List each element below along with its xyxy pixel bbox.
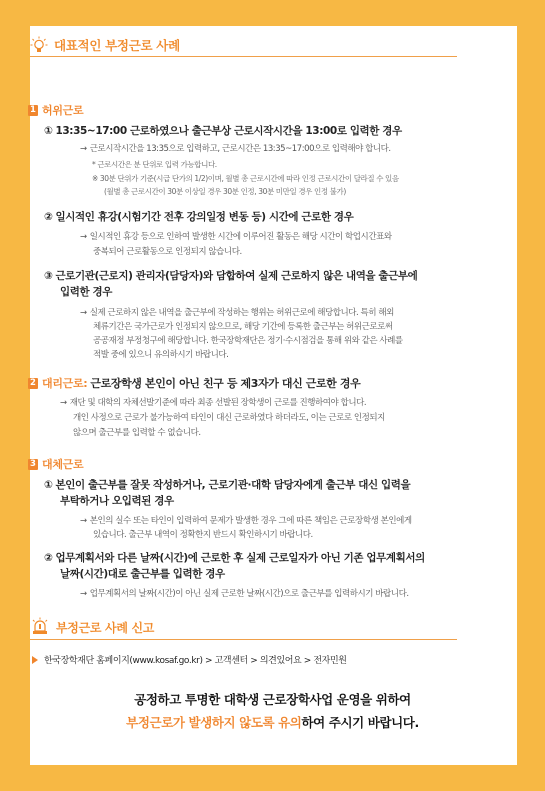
case-3-2-title xyxy=(44,550,464,566)
case-1-3-title-line2: 입력한 경우 xyxy=(60,286,112,298)
case-3-1-title-line2: 부탁하거나 오입력된 경우 xyxy=(60,495,174,507)
siren-icon xyxy=(30,617,50,639)
report-title: 부정근로 사례 신고 xyxy=(56,621,155,635)
case-1-3-explanation-1 xyxy=(80,306,394,320)
section-3-heading xyxy=(28,456,83,472)
case-1-2-explanation-1 xyxy=(80,230,392,244)
case-marker: ① xyxy=(44,125,53,137)
section-label: 허위근로 xyxy=(42,104,84,117)
case-1-2-explanation-2: 중복되어 근로활동으로 인정되지 않습니다. xyxy=(93,247,242,257)
case-3-2-explanation-1 xyxy=(80,587,409,601)
main-title: 대표적인 부정근로 사례 xyxy=(54,37,180,53)
case-marker: ② xyxy=(44,211,53,223)
closing-highlight: 부정근로가 발생하지 않도록 유의 xyxy=(126,715,302,730)
case-3-1-explanation-2: 있습니다. 출근부 내역이 정확한지 반드시 확인하시기 바랍니다. xyxy=(93,530,313,540)
explanation-text: 근로시작시간을 13:35으로 입력하고, 근로시간은 13:35~17:00으로 입력해야 합니다. xyxy=(89,144,391,154)
case-title-text: 본인이 출근부를 잘못 작성하거나, 근로기관·대학 담당자에게 출근부 대신 입력을 xyxy=(55,479,411,491)
closing-line-2 xyxy=(0,713,545,731)
case-title-text: 일시적인 휴강(시험기간 전후 강의일정 변동 등) 시간에 근로한 경우 xyxy=(55,211,354,223)
section-label: 대체근로 xyxy=(42,458,84,471)
note-30min-detail: (월별 총 근로시간이 30분 이상일 경우 30분 인정, 30분 미만일 경우 인정 불가) xyxy=(104,187,346,196)
arrow-icon: → xyxy=(80,516,87,526)
report-path xyxy=(32,653,347,666)
closing-rest: 하여 주시기 바랍니다. xyxy=(301,715,419,730)
case-1-1-title xyxy=(44,123,464,139)
arrow-icon: → xyxy=(60,398,67,408)
section-label: 대리근로: xyxy=(42,377,88,390)
case-1-3-explanation-4: 적발 중에 있으니 유의하시기 바랍니다. xyxy=(93,350,229,360)
explanation-text: 본인의 실수 또는 타인이 입력하여 문제가 발생한 경우 그에 따른 책임은 근로장학생 본인에게 xyxy=(89,516,412,526)
explanation-text: 일시적인 휴강 등으로 인하여 발생한 시간에 이루어진 활동은 해당 시간이 학업시간표와 xyxy=(89,232,392,242)
section-number: 2 xyxy=(28,378,38,389)
case-3-1-title xyxy=(44,477,464,493)
case-3-1-explanation-1 xyxy=(80,514,412,528)
section-number: 3 xyxy=(28,459,38,470)
section-description: 근로장학생 본인이 아닌 친구 등 제3자가 대신 근로한 경우 xyxy=(90,377,361,390)
note-30min-basis: ※ 30분 단위가 기준(시급 단가의 1/2)이며, 월별 총 근로시간에 따라 인정 근로시간이 달라질 수 있음 xyxy=(92,174,399,183)
report-header xyxy=(30,616,457,640)
case-title-text: 13:35~17:00 근로하였으나 출근부상 근로시작시간을 13:00로 입력한 경우 xyxy=(55,125,402,137)
case-1-1-explanation xyxy=(80,142,391,156)
case-marker: ① xyxy=(44,479,53,491)
section-2-explanation-3: 않으며 출근부를 입력할 수 없습니다. xyxy=(73,428,201,438)
case-title-text: 근로기관(근로지) 관리자(담당자)와 담합하여 실제 근로하지 않은 내역을 출근부에 xyxy=(55,270,418,282)
arrow-icon: → xyxy=(80,308,87,318)
explanation-text: 실제 근로하지 않은 내역을 출근부에 작성하는 행위는 허위근로에 해당합니다. 특히 해외 xyxy=(89,308,394,318)
section-number: 1 xyxy=(28,105,38,116)
explanation-text: 업무계획서의 날짜(시간)이 아닌 실제 근로한 날짜(시간)으로 출근부를 입력하시기 바랍니다. xyxy=(89,589,409,599)
main-header xyxy=(30,33,457,57)
case-title-text: 업무계획서와 다른 날짜(시간)에 근로한 후 실제 근로일자가 아닌 기존 업무계획서의 xyxy=(55,552,425,564)
closing-line-1: 공정하고 투명한 대학생 근로장학사업 운영을 위하여 xyxy=(134,692,411,707)
section-1-heading xyxy=(28,102,83,118)
case-1-3-explanation-3: 공공재정 부정청구에 해당합니다. 한국장학재단은 정기·수시점검을 통해 위와 같은 사례를 xyxy=(93,336,403,346)
case-3-2-title-line2: 날짜(시간)대로 출근부를 입력한 경우 xyxy=(60,568,225,580)
lightbulb-icon xyxy=(30,36,48,54)
arrow-icon: → xyxy=(80,589,87,599)
note-minute-unit: * 근로시간은 분 단위로 입력 가능합니다. xyxy=(92,160,217,169)
arrow-icon: → xyxy=(80,144,87,154)
case-1-3-explanation-2: 체류기간은 국가근로가 인정되지 않으므로, 해당 기간에 등록한 출근부는 허위근로로써 xyxy=(93,322,393,332)
case-1-3-title xyxy=(44,268,464,284)
section-2-heading xyxy=(28,375,360,391)
report-path-text: 한국장학재단 홈페이지(www.kosaf.go.kr) > 고객센터 > 의견있어요 > 전자민원 xyxy=(44,656,347,666)
case-1-2-title xyxy=(44,209,464,225)
section-2-explanation-1 xyxy=(60,396,366,410)
section-2-explanation-2: 개인 사정으로 근로가 불가능하여 타인이 대신 근로하였다 하더라도, 이는 근로로 인정되지 xyxy=(73,413,385,423)
arrow-icon: → xyxy=(80,232,87,242)
case-marker: ② xyxy=(44,552,53,564)
triangle-bullet-icon xyxy=(32,656,38,664)
case-marker: ③ xyxy=(44,270,53,282)
explanation-text: 재단 및 대학의 자체선발기준에 따라 최종 선발된 장학생이 근로를 진행하여야 합니다. xyxy=(69,398,367,408)
